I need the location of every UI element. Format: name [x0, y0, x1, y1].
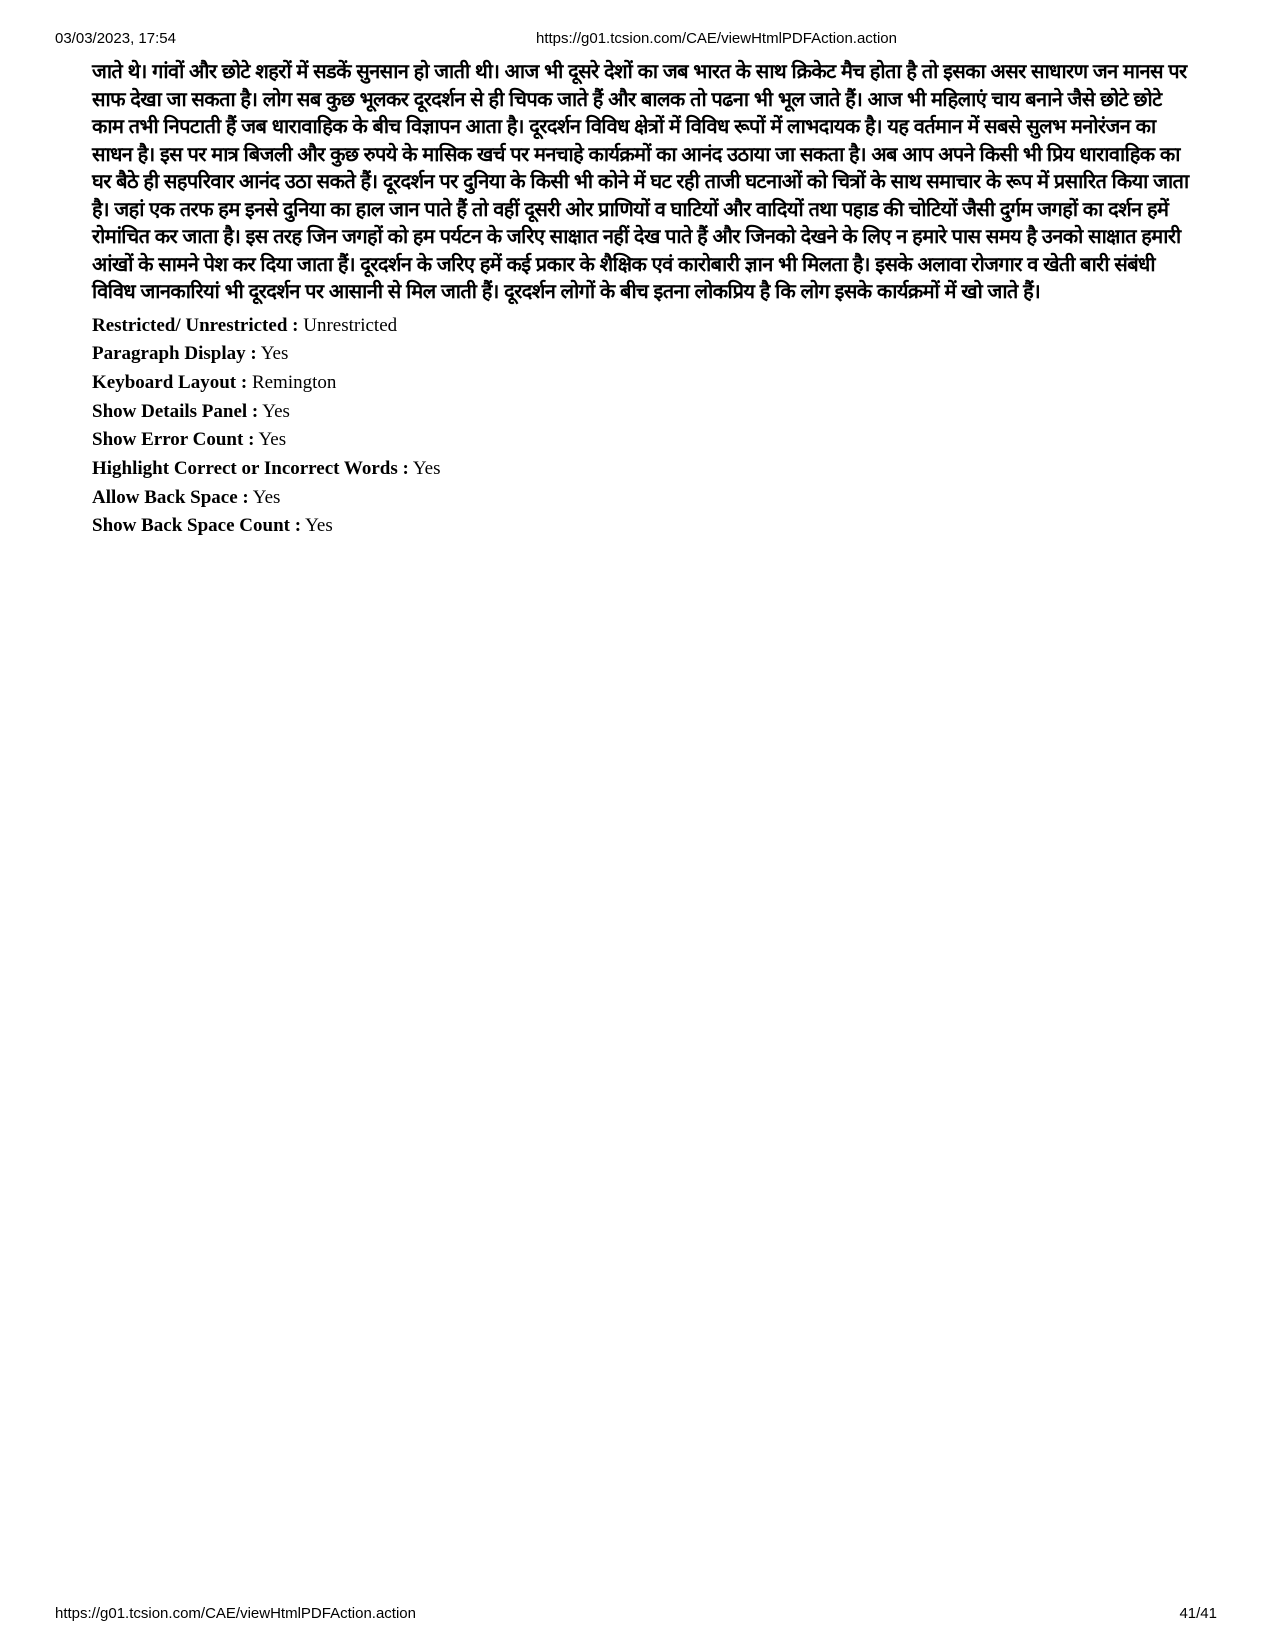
setting-show-back-space-count	[92, 512, 1192, 541]
setting-label: Allow Back Space :	[92, 486, 249, 508]
setting-value: Yes	[305, 515, 333, 537]
setting-value: Yes	[412, 458, 441, 480]
setting-keyboard-layout	[92, 369, 1192, 398]
setting-label: Show Back Space Count :	[92, 515, 302, 537]
setting-label: Keyboard Layout :	[92, 371, 248, 393]
page-number: 41/41	[1179, 1605, 1217, 1622]
setting-label: Paragraph Display :	[92, 343, 257, 365]
setting-restricted	[92, 312, 1192, 341]
page-content	[92, 58, 1192, 541]
setting-label: Show Error Count :	[92, 429, 255, 451]
setting-value: Yes	[258, 429, 287, 451]
setting-value: Unrestricted	[303, 314, 398, 336]
setting-value: Yes	[260, 343, 289, 365]
print-datetime: 03/03/2023, 17:54	[55, 30, 176, 47]
print-footer	[0, 1605, 1275, 1625]
print-header	[0, 30, 1275, 50]
setting-value: Remington	[251, 371, 337, 393]
setting-allow-back-space	[92, 484, 1192, 513]
settings-list	[92, 312, 1192, 542]
setting-value: Yes	[252, 486, 281, 508]
setting-label: Highlight Correct or Incorrect Words :	[92, 458, 409, 480]
setting-label: Restricted/ Unrestricted :	[92, 314, 299, 336]
print-header-url: https://g01.tcsion.com/CAE/viewHtmlPDFAction.action	[536, 30, 897, 47]
print-footer-url: https://g01.tcsion.com/CAE/viewHtmlPDFAction.action	[55, 1605, 416, 1622]
setting-show-details-panel	[92, 398, 1192, 427]
setting-paragraph-display	[92, 340, 1192, 369]
setting-highlight-words	[92, 455, 1192, 484]
setting-label: Show Details Panel :	[92, 400, 259, 422]
typing-passage: जाते थे। गांवों और छोटे शहरों में सडकें सुनसान हो जाती थी। आज भी दूसरे देशों का जब भारत के साथ क्रिकेट मैच होता है तो इसका असर साधारण जन मानस पर साफ देखा जा सकता है। लोग सब कुछ भूलकर दूरदर्शन से ही चिपक जाते हैं और बालक तो पढना भी भूल जाते हैं। आज भी महिलाएं चाय बनाने जैसे छोटे छोटे काम तभी निपटाती हैं जब धारावाहिक के बीच विज्ञापन आता है। दूरदर्शन विविध क्षेत्रों में विविध रूपों में लाभदायक है। यह वर्तमान में सबसे सुलभ मनोरंजन का साधन है। इस पर मात्र बिजली और कुछ रुपये के मासिक खर्च पर मनचाहे कार्यक्रमों का आनंद उठाया जा सकता है। अब आप अपने किसी भी प्रिय धारावाहिक का घर बैठे ही सहपरिवार आनंद उठा सकते हैं। दूरदर्शन पर दुनिया के किसी भी कोने में घट रही ताजी घटनाओं को चित्रों के साथ समाचार के रूप में प्रसारित किया जाता है। जहां एक तरफ हम इनसे दुनिया का हाल जान पाते हैं तो वहीं दूसरी ओर प्राणियों व घाटियों और वादियों तथा पहाड की चोटियों जैसी दुर्गम जगहों का दर्शन हमें रोमांचित कर जाता है। इस तरह जिन जगहों को हम पर्यटन के जरिए साक्षात नहीं देख पाते हैं और जिनको देखने के लिए न हमारे पास समय है उनको साक्षात हमारी आंखों के सामने पेश कर दिया जाता हैं। दूरदर्शन के जरिए हमें कई प्रकार के शैक्षिक एवं कारोबारी ज्ञान भी मिलता है। इसके अलावा रोजगार व खेती बारी संबंधी विविध जानकारियां भी दूरदर्शन पर आसानी से मिल जाती हैं। दूरदर्शन लोगों के बीच इतना लोकप्रिय है कि लोग इसके कार्यक्रमों में खो जाते हैं।	[92, 59, 1189, 303]
setting-value: Yes	[262, 400, 290, 422]
setting-show-error-count	[92, 426, 1192, 455]
